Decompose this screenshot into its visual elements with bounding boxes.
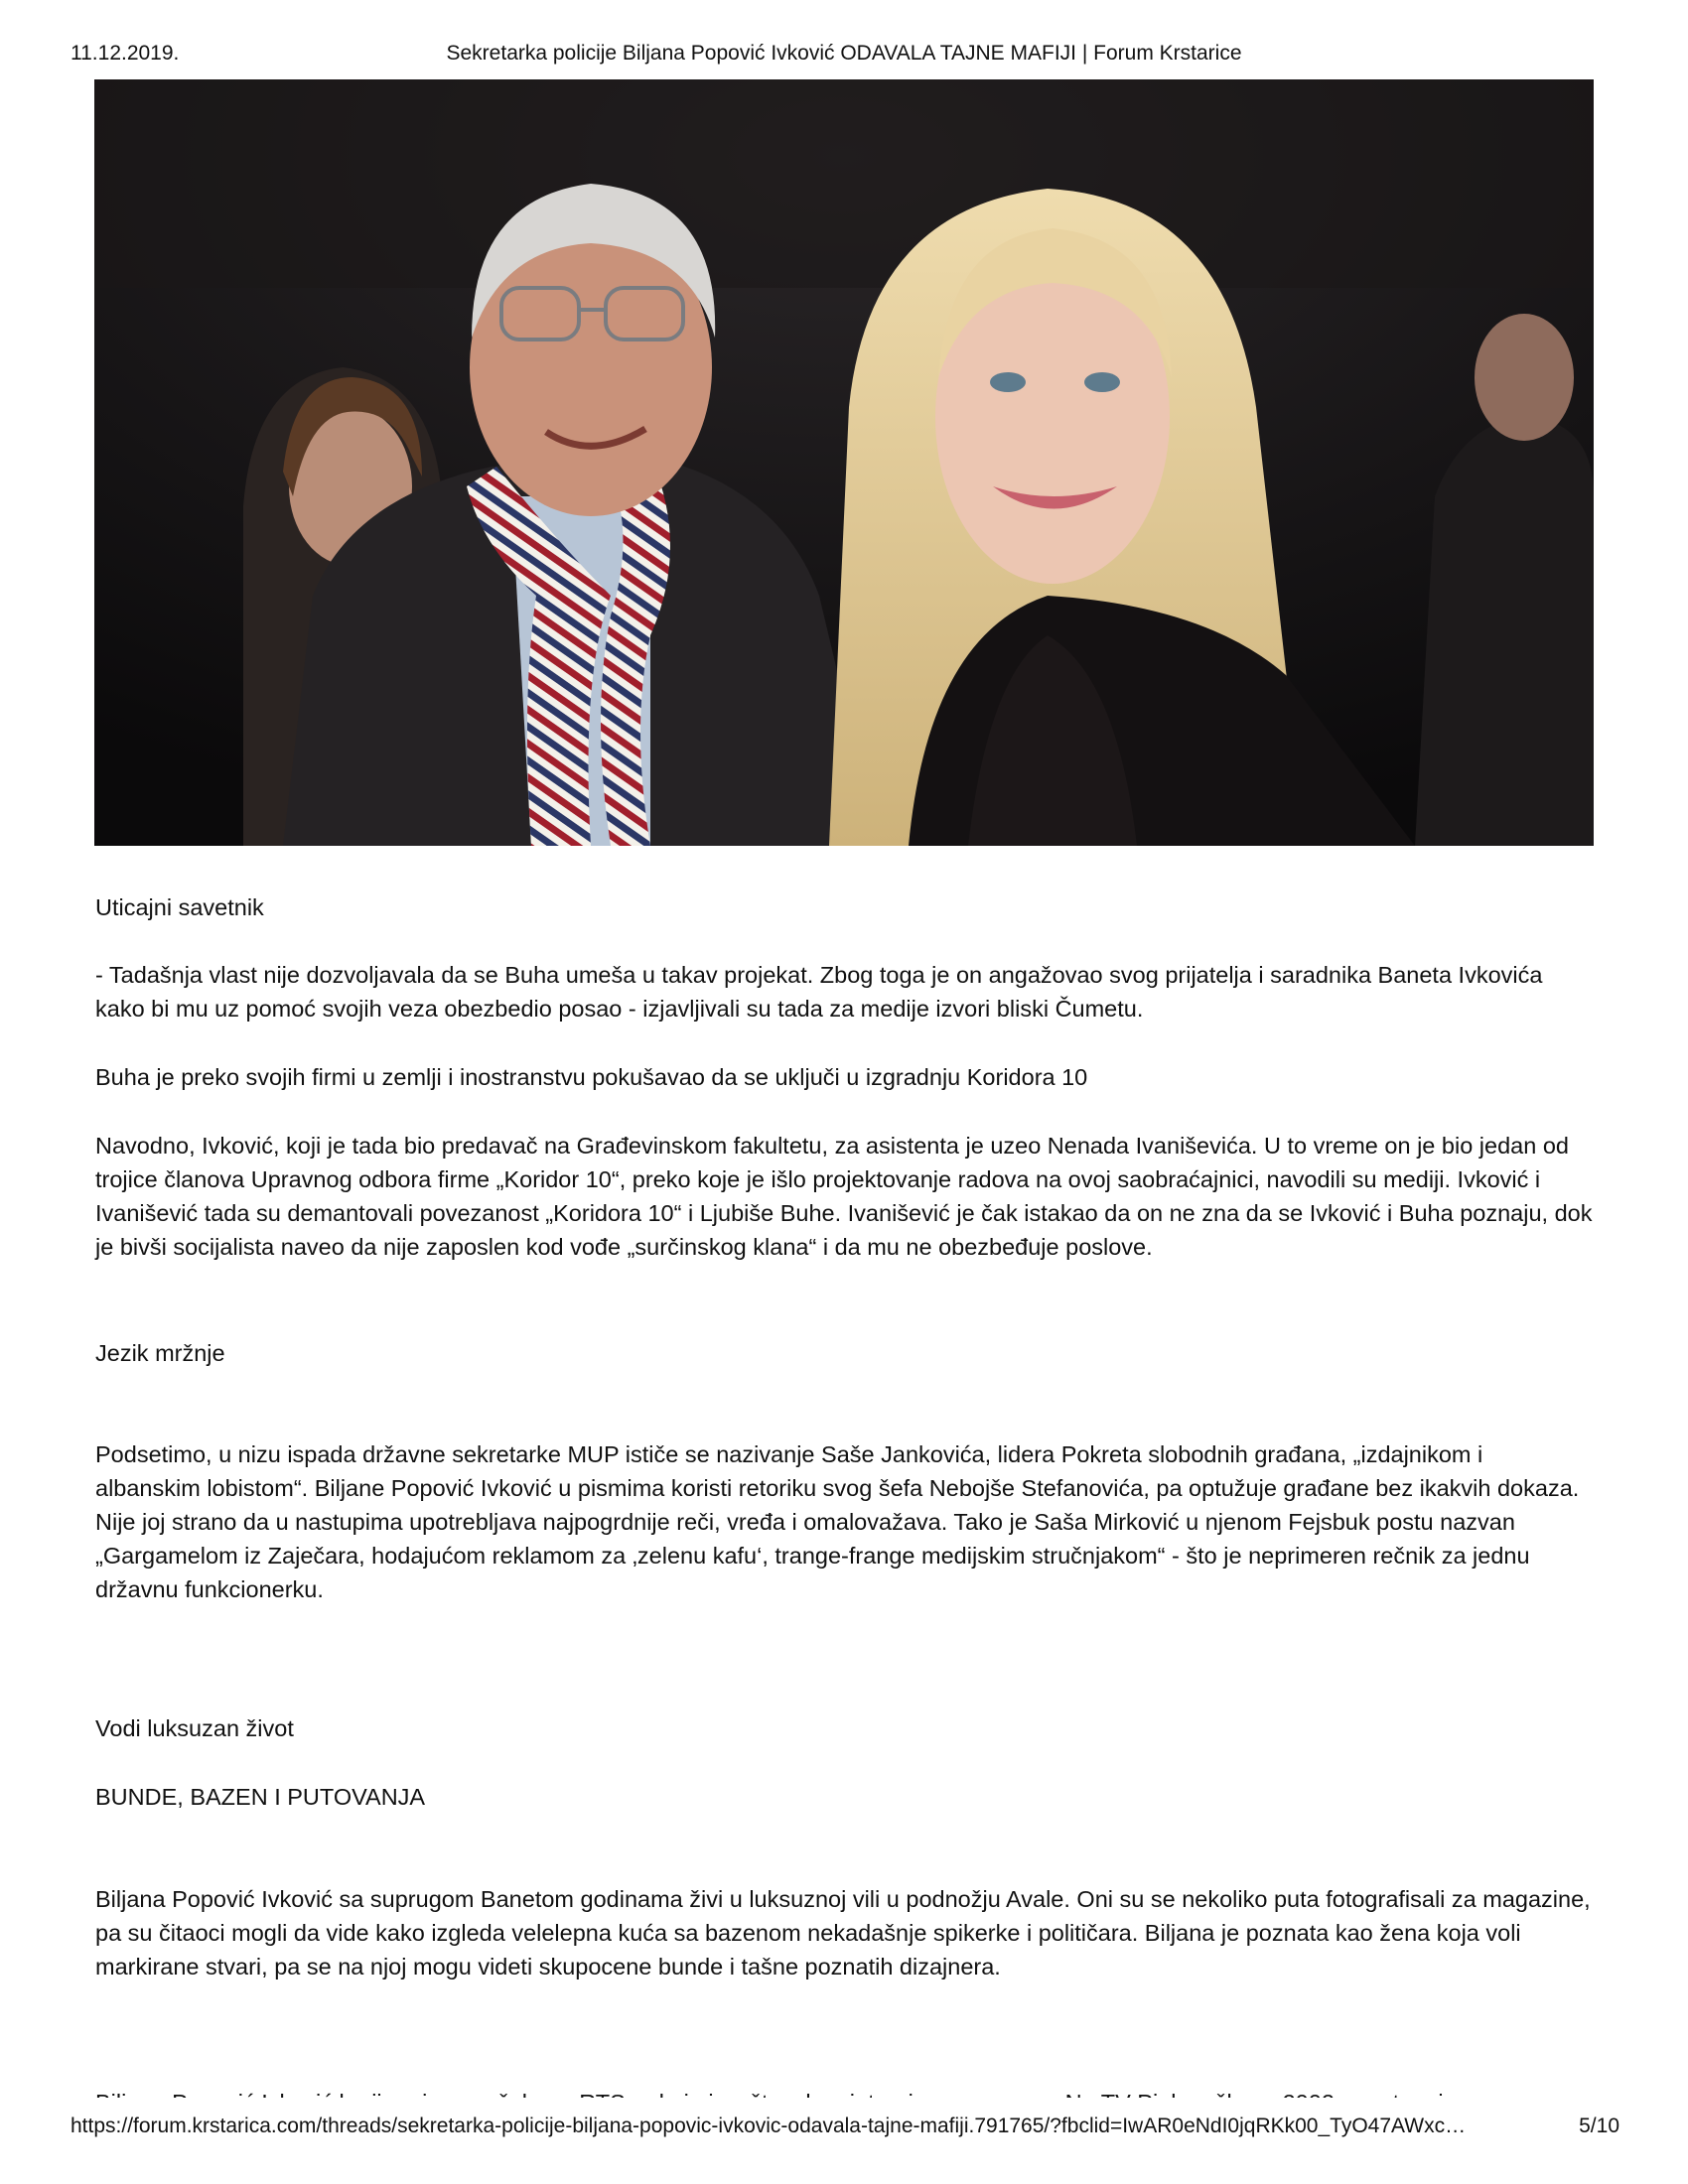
paragraph: - Tadašnja vlast nije dozvoljavala da se Buha umeša u takav projekat. Zbog toga je on angažovao svog prijatelja i saradnika Baneta Ivkovića kako bi mu uz pomoć svojih veza obezbedio posao - izjavljivali su tada za medije izvori bliski Čumetu. [95,962,1543,1022]
subheading-vodi-luksuzan-zivot: Vodi luksuzan život [95,1715,294,1741]
paragraph: Buha je preko svojih firmi u zemlji i inostranstvu pokušavao da se uključi u izgradnju Koridora 10 [95,1064,1088,1090]
photo-two-people-icon [94,79,1594,846]
subheading-bunde-bazen: BUNDE, BAZEN I PUTOVANJA [95,1784,426,1810]
subheading-uticajni-savetnik: Uticajni savetnik [95,894,264,920]
print-title: Sekretarka policije Biljana Popović Ivković ODAVALA TAJNE MAFIJI | Forum Krstarice [446,42,1242,65]
print-footer [70,2115,1619,2144]
article-photo [94,79,1594,846]
print-url: https://forum.krstarica.com/threads/sekretarka-policije-biljana-popovic-ivkovic-odavala-tajne-mafiji.791765/?fbclid=IwAR0eNdI0jqRKk00_TyO47AWxc… [70,2115,1467,2137]
subheading-jezik-mrznje: Jezik mržnje [95,1340,225,1366]
paragraph: Podsetimo, u nizu ispada državne sekretarke MUP ističe se nazivanje Saše Jankovića, lidera Pokreta slobodnih građana, „izdajnikom i albanskim lobistom“. Biljane Popović Ivković u pismima koristi retoriku svog šefa Nebojše Stefanovića, pa optužuje građane bez ikakvih dokaza. Nije joj strano da u nastupima upotrebljava najpogrdnije reči, vređa i omalovažava. Tako je Saša Mirković u njenom Fejsbuk postu nazvan „Gargamelom iz Zaječara, hodajućom reklamom za ‚zelenu kafu‘, trange-frange medijskim stručnjakom“ - što je neprimeren rečnik za jednu državnu funkcionerku. [95,1441,1580,1602]
print-date: 11.12.2019. [70,42,180,65]
page-number: 5/10 [1579,2115,1619,2137]
paragraph: Biljana Popović Ivković sa suprugom Banetom godinama živi u luksuznoj vili u podnožju Avale. Oni su se nekoliko puta fotografisali za magazine, pa su čitaoci mogli da vide kako izgleda velelepna kuća sa bazenom nekadašnje spikerke i političara. Biljana je poznata kao žena koja voli markirane stvari, pa se na njoj mogu videti skupocene bunde i tašne poznatih dizajnera. [95,1886,1591,1979]
print-header [0,0,1688,65]
paragraph: Navodno, Ivković, koji je tada bio predavač na Građevinskom fakultetu, za asistenta je uzeo Nenada Ivaniševića. U to vreme on je bio jedan od trojice članova Upravnog odbora firme „Koridor 10“, preko koje je išlo projektovanje radova na ovoj saobraćajnici, navodili su mediji. Ivković i Ivanišević tada su demantovali povezanost „Koridora 10“ i Ljubiše Buhe. Ivanišević je čak istakao da on ne zna da se Ivković i Buha poznaju, dok je bivši socijalista naveo da nije zaposlen kod vođe „surčinskog klana“ i da mu ne obezbeđuje poslove. [95,1133,1593,1260]
